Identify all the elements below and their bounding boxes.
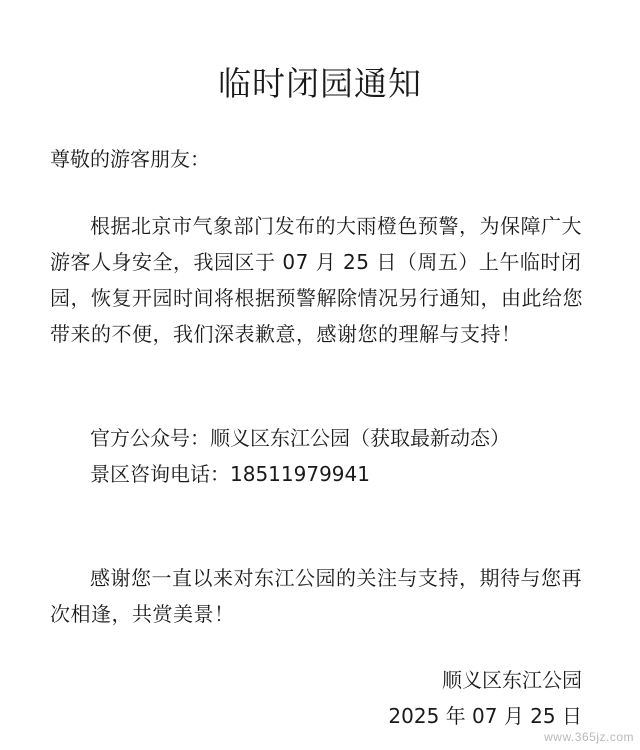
greeting: 尊敬的游客朋友：: [50, 147, 210, 171]
signature-organization: 顺义区东江公园: [442, 668, 582, 692]
official-account-line: 官方公众号：顺义区东江公园（获取最新动态）: [90, 426, 510, 450]
notice-title: 临时闭园通知: [218, 64, 422, 103]
notice-body: 根据北京市气象部门发布的大雨橙色预警，为保障广大游客人身安全，我园区于 07 月 25 日（周五）上午临时闭园，恢复开园时间将根据预警解除情况另行通知，由此给您带来的不便，我们深表歉意，感谢您的理解与支持！: [50, 214, 583, 346]
contact-info: [90, 420, 510, 492]
signature-block: [388, 662, 582, 734]
phone-line: 景区咨询电话：18511979941: [90, 462, 370, 486]
signature-date: 2025 年 07 月 25 日: [388, 704, 582, 728]
thanks-paragraph: 感谢您一直以来对东江公园的关注与支持，期待与您再次相逢，共赏美景！: [50, 566, 582, 626]
watermark: www.365jz.com: [544, 730, 634, 744]
